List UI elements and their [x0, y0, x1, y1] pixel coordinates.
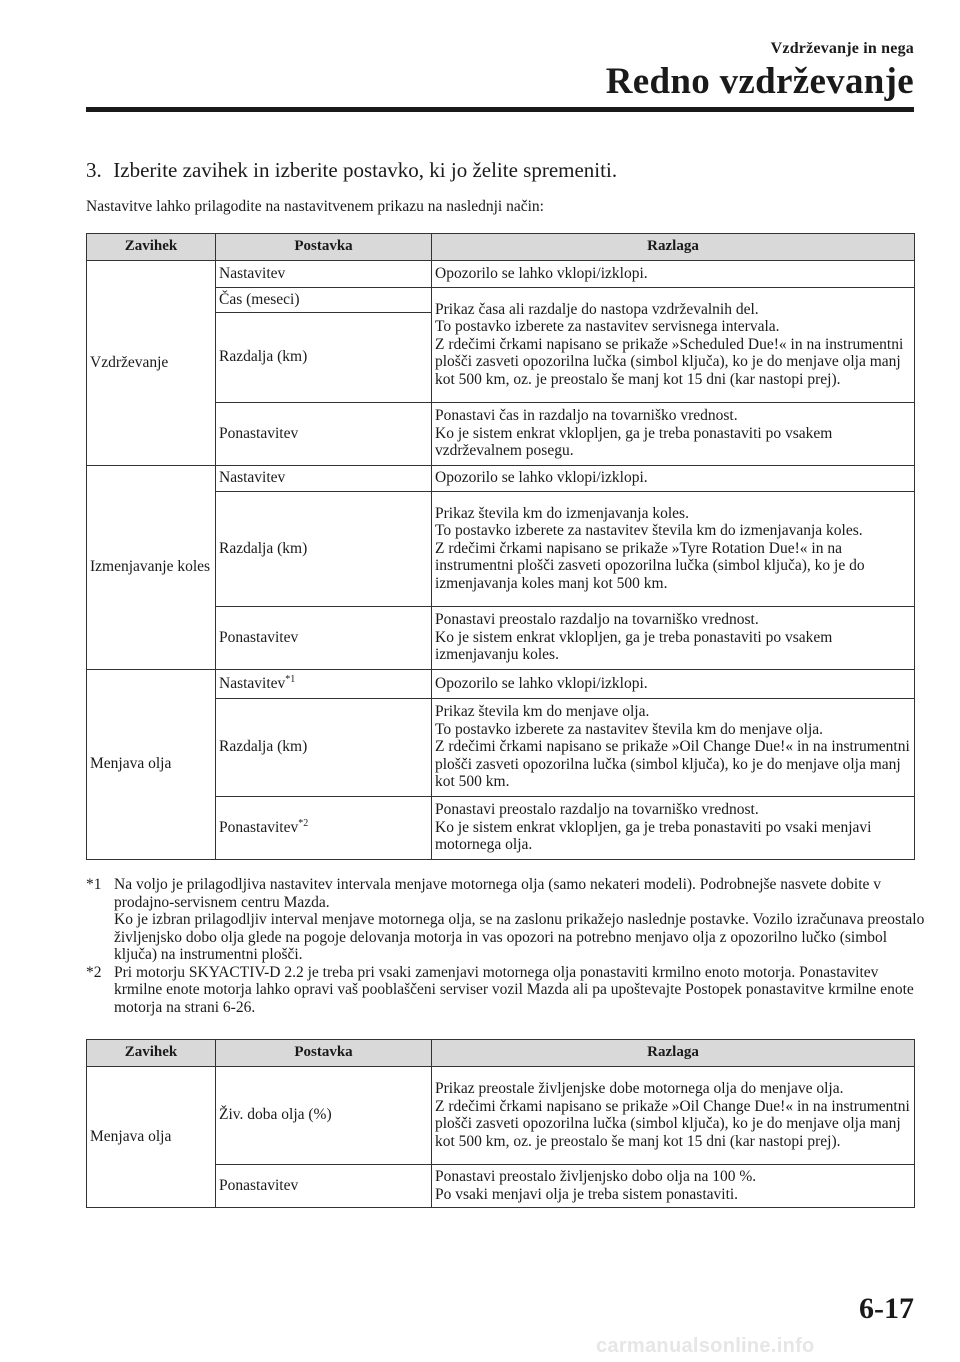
tab-cell-tyre-rotation: Izmenjavanje koles: [87, 466, 216, 670]
item-label: Ponastavitev: [219, 818, 299, 836]
step-number: 3.: [86, 158, 102, 182]
tab-cell-oil-change: Menjava olja: [87, 670, 216, 860]
table-row: [87, 670, 915, 699]
page-title: Redno vzdrževanje: [605, 61, 914, 102]
footnotes: [86, 876, 926, 1016]
item-cell: Razdalja (km): [216, 313, 432, 403]
item-cell: Živ. doba olja (%): [216, 1067, 432, 1165]
item-cell: Čas (meseci): [216, 288, 432, 313]
item-cell: Ponastavitev: [216, 607, 432, 670]
settings-table: [86, 233, 915, 860]
explanation-cell: Ponastavi čas in razdaljo na tovarniško vrednost. Ko je sistem enkrat vklopljen, ga je treba ponastaviti po vsakem vzdrževalnem posegu.: [432, 403, 915, 466]
header-item: Postavka: [216, 1040, 432, 1067]
table-row: [87, 261, 915, 288]
header-explanation: Razlaga: [432, 234, 915, 261]
table-header-row: [87, 234, 915, 261]
item-cell: Ponastavitev: [216, 1165, 432, 1208]
footnote-1: [86, 876, 926, 964]
explanation-cell: Opozorilo se lahko vklopi/izklopi.: [432, 261, 915, 288]
oil-life-table: [86, 1039, 915, 1208]
header-item: Postavka: [216, 234, 432, 261]
header-explanation: Razlaga: [432, 1040, 915, 1067]
page-number: 6-17: [859, 1292, 914, 1325]
item-cell: [216, 797, 432, 860]
explanation-cell: Prikaz preostale življenjske dobe motornega olja do menjave olja. Z rdečimi črkami napisano se prikaže »Oil Change Due!« in na instrumentni plošči zasveti opozorilna lučka (simbol ključa), ko je do menjave olja manj kot 500 km, oz. je preostalo še manj kot 15 dni (kar nastopi prej).: [432, 1067, 915, 1165]
header-section: Vzdrževanje in nega: [770, 40, 914, 57]
footnote-mark: *1: [86, 876, 102, 893]
item-cell: Ponastavitev: [216, 403, 432, 466]
item-cell: Razdalja (km): [216, 699, 432, 797]
header-rule: [86, 107, 914, 112]
step-text: Izberite zavihek in izberite postavko, ki jo želite spremeniti.: [113, 158, 618, 182]
footnote-mark: *2: [86, 963, 102, 981]
explanation-cell: Prikaz števila km do menjave olja. To postavko izberete za nastavitev števila km do menjave olja. Z rdečimi črkami napisano se prikaže »Oil Change Due!« in na instrumentni plošči zasveti opozorilna lučka (simbol ključa), ko je do menjave olja manj kot 500 km.: [432, 699, 915, 797]
tab-cell-oil-change: Menjava olja: [87, 1067, 216, 1208]
table-header-row: [87, 1040, 915, 1067]
intro-text: Nastavitve lahko prilagodite na nastavitvenem prikazu na naslednji način:: [86, 198, 544, 215]
watermark: carmanualsonline.info: [596, 1335, 815, 1357]
explanation-cell: Prikaz števila km do izmenjavanja koles. To postavko izberete za nastavitev števila km do izmenjavanja koles. Z rdečimi črkami napisano se prikaže »Tyre Rotation Due!« in na instrumentni plošči zasveti opozorilna lučka (simbol ključa), ko je do izmenjavanja koles manj kot 500 km.: [432, 492, 915, 607]
explanation-cell: Ponastavi preostalo življenjsko dobo olja na 100 %. Po vsaki menjavi olja je treba sistem ponastaviti.: [432, 1165, 915, 1208]
table-row: [87, 466, 915, 492]
tab-cell-maintenance: Vzdrževanje: [87, 261, 216, 466]
explanation-cell: Opozorilo se lahko vklopi/izklopi.: [432, 466, 915, 492]
header-tab: Zavihek: [87, 234, 216, 261]
footnote-ref: *2: [298, 817, 309, 829]
item-label: Nastavitev: [219, 674, 286, 692]
item-cell: Razdalja (km): [216, 492, 432, 607]
item-cell: Nastavitev: [216, 466, 432, 492]
header-tab: Zavihek: [87, 1040, 216, 1067]
item-cell: [216, 670, 432, 699]
footnote-2: [86, 964, 926, 1017]
footnote-ref: *1: [285, 673, 296, 685]
step-3: [86, 158, 617, 183]
table-row: [87, 1067, 915, 1165]
explanation-cell: Ponastavi preostalo razdaljo na tovarniško vrednost. Ko je sistem enkrat vklopljen, ga je treba ponastaviti po vsakem izmenjavanju koles.: [432, 607, 915, 670]
footnote-text: Na voljo je prilagodljiva nastavitev intervala menjave motornega olja (samo nekateri modeli). Podrobnejše nasvete dobite v prodajno-servisnem centru Mazda. Ko je izbran prilagodljiv interval menjave motornega olja, se na zaslonu prikažejo naslednje postavke. Vozilo izračunava preostalo življenjsko dobo olja glede na pogoje delovanja motorja in vas opozori na potrebno menjavo olja z opozorilno lučko (simbol ključa) na instrumentni plošči.: [114, 876, 925, 963]
explanation-cell: Opozorilo se lahko vklopi/izklopi.: [432, 670, 915, 699]
explanation-cell: Prikaz časa ali razdalje do nastopa vzdrževalnih del. To postavko izberete za nastavitev servisnega intervala. Z rdečimi črkami napisano se prikaže »Scheduled Due!« in na instrumentni plošči zasveti opozorilna lučka (simbol ključa), ko je do menjave olja manj kot 500 km, oz. je preostalo še manj kot 15 dni (kar nastopi prej).: [432, 288, 915, 403]
explanation-cell: Ponastavi preostalo razdaljo na tovarniško vrednost. Ko je sistem enkrat vklopljen, ga je treba ponastaviti po vsaki menjavi motornega olja.: [432, 797, 915, 860]
item-cell: Nastavitev: [216, 261, 432, 288]
footnote-text: Pri motorju SKYACTIV-D 2.2 je treba pri vsaki zamenjavi motornega olja ponastaviti krmilno enoto motorja. Ponastavitev krmilne enote motorja lahko opravi vaš pooblaščeni serviser vozil Mazda ali pa upoštevajte Postopek ponastavitve krmilne enote motorja na strani 6-26.: [114, 963, 914, 1016]
